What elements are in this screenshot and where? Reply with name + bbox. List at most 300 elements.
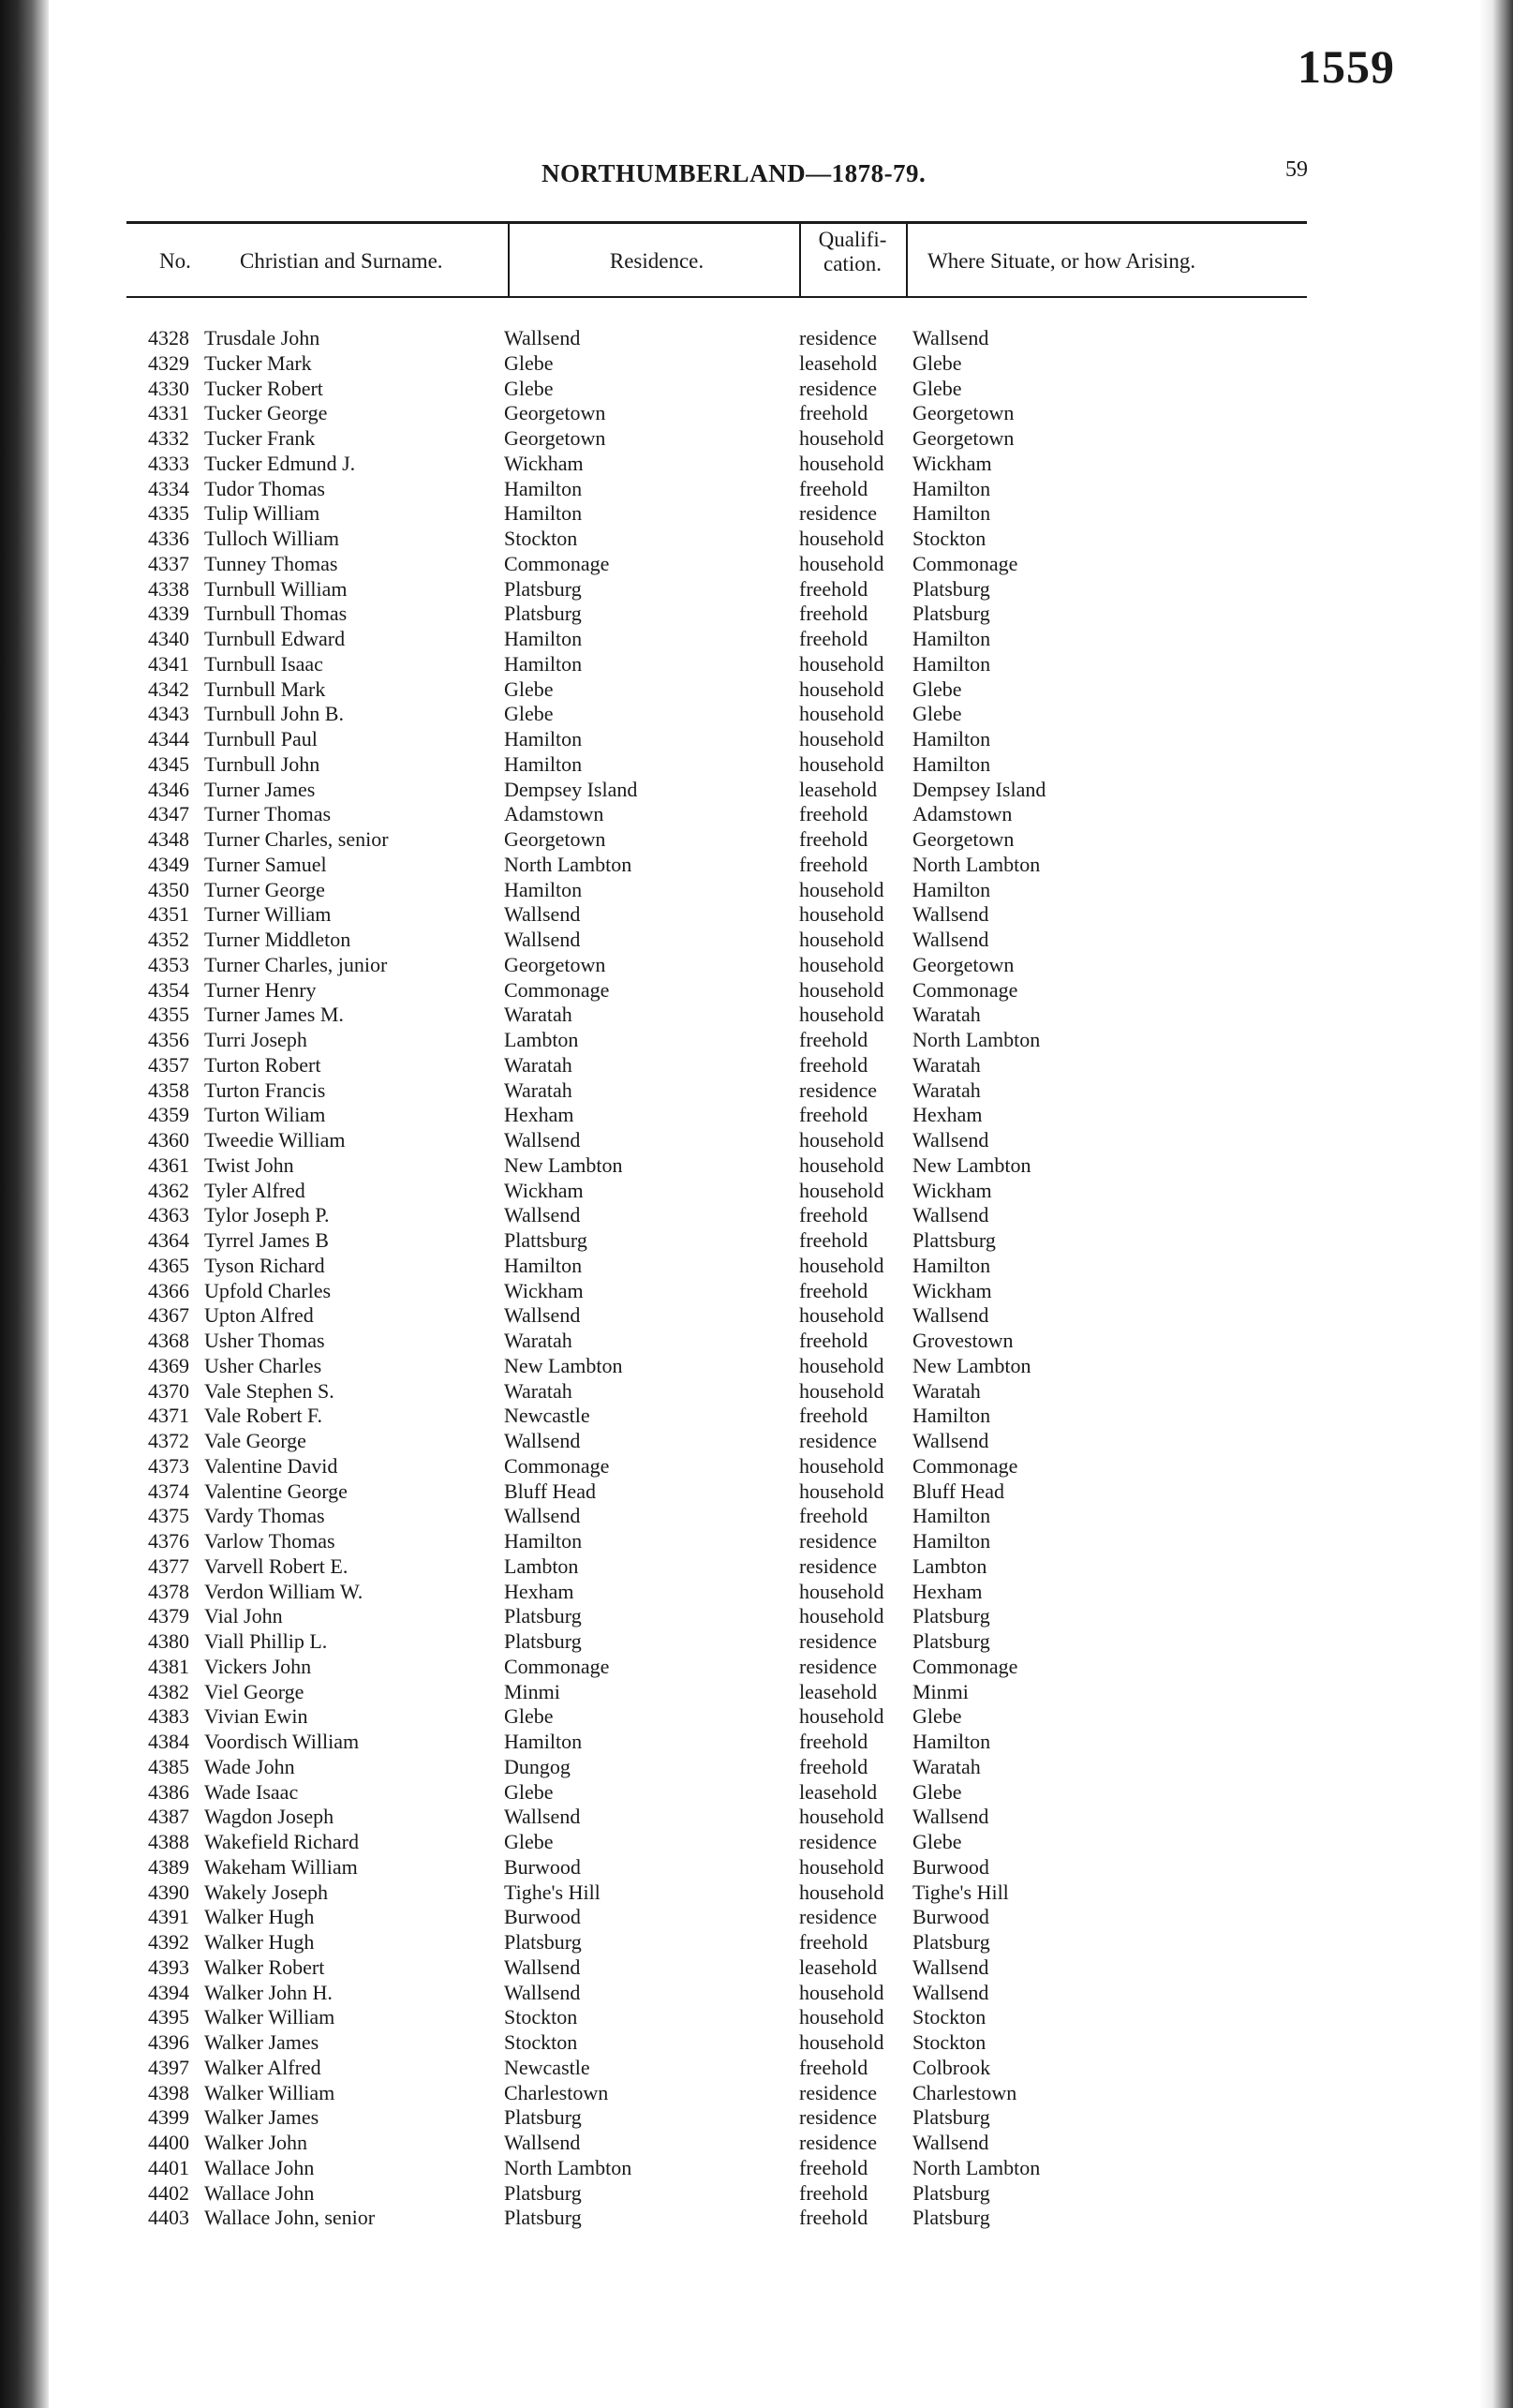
qualification-cell: household (799, 1880, 884, 1904)
table-row (0, 1103, 1513, 1128)
elector-name: Turton Robert (204, 1052, 321, 1077)
elector-name: Tulloch William (204, 527, 339, 550)
table-row (0, 1254, 1513, 1279)
entry-number: 4366 (148, 1278, 189, 1302)
elector-name: Wallace John (204, 2180, 315, 2205)
residence-cell: Wallsend (504, 1303, 581, 1328)
table-row (0, 1429, 1513, 1454)
residence-cell: Hexham (504, 1103, 574, 1127)
residence-cell: Tighe's Hill (504, 1880, 601, 1904)
table-row (0, 326, 1513, 351)
entry-number: 4390 (148, 1880, 189, 1904)
residence-cell: Dempsey Island (504, 777, 638, 801)
table-row (0, 1704, 1513, 1730)
residence-cell: Wickham (504, 1278, 584, 1302)
qualification-cell: freehold (799, 1730, 868, 1753)
residence-cell: Platsburg (504, 2206, 582, 2230)
table-row (0, 1529, 1513, 1554)
table-row (0, 1604, 1513, 1629)
qualification-cell: leasehold (799, 1955, 878, 1979)
where-situate-cell: Platsburg (912, 2180, 990, 2205)
elector-name: Vivian Ewin (204, 1704, 308, 1729)
elector-name: Usher Thomas (204, 1329, 325, 1352)
where-situate-cell: Glebe (912, 1704, 962, 1729)
residence-cell: Glebe (504, 702, 554, 726)
qualification-cell: household (799, 1805, 884, 1829)
entry-number: 4352 (148, 928, 189, 951)
qualification-cell: residence (799, 326, 878, 349)
table-row (0, 1955, 1513, 1981)
entry-number: 4345 (148, 751, 189, 776)
qualification-cell: freehold (799, 476, 868, 500)
qualification-cell: residence (799, 1529, 878, 1553)
where-situate-cell: Platsburg (912, 1629, 990, 1653)
entry-number: 4349 (148, 852, 189, 876)
table-row (0, 1203, 1513, 1228)
elector-name: Tyson Richard (204, 1253, 325, 1277)
where-situate-cell: New Lambton (912, 1353, 1031, 1377)
table-row (0, 426, 1513, 452)
entry-number: 4362 (148, 1178, 189, 1202)
entry-number: 4393 (148, 1955, 189, 1979)
where-situate-cell: Wallsend (912, 1303, 989, 1328)
where-situate-cell: Burwood (912, 1854, 989, 1879)
residence-cell: Commonage (504, 1453, 610, 1478)
residence-cell: Hamilton (504, 1730, 583, 1753)
entry-number: 4339 (148, 602, 189, 626)
table-row (0, 1780, 1513, 1806)
elector-name: Vial John (204, 1604, 283, 1628)
table-row (0, 1655, 1513, 1680)
table-row (0, 377, 1513, 402)
table-row (0, 2005, 1513, 2030)
where-situate-cell: Georgetown (912, 952, 1015, 976)
elector-name: Walker John H. (204, 1980, 333, 2004)
qualification-cell: household (799, 2030, 884, 2054)
residence-cell: Hamilton (504, 651, 583, 676)
where-situate-cell: Georgetown (912, 827, 1015, 851)
residence-cell: Hamilton (504, 1529, 583, 1553)
elector-name: Trusdale John (204, 326, 320, 349)
qualification-cell: freehold (799, 1504, 868, 1528)
entry-number: 4386 (148, 1779, 189, 1804)
qualification-cell: household (799, 877, 884, 901)
residence-cell: Newcastle (504, 1404, 590, 1428)
qualification-cell: freehold (799, 1404, 868, 1428)
residence-cell: Burwood (504, 1905, 581, 1929)
elector-name: Vale George (204, 1429, 306, 1452)
table-row (0, 351, 1513, 377)
residence-cell: Glebe (504, 1779, 554, 1804)
residence-cell: Hamilton (504, 877, 583, 901)
qualification-cell: freehold (799, 1278, 868, 1302)
where-situate-cell: Tighe's Hill (912, 1880, 1009, 1904)
where-situate-cell: Wallsend (912, 1980, 989, 2004)
where-situate-cell: Waratah (912, 1754, 981, 1778)
elector-name: Wakefield Richard (204, 1830, 359, 1853)
residence-cell: Georgetown (504, 426, 606, 450)
residence-cell: Waratah (504, 1052, 572, 1077)
entry-number: 4363 (148, 1203, 189, 1227)
elector-name: Turnbull Thomas (204, 602, 348, 626)
elector-name: Walker William (204, 2005, 335, 2029)
elector-name: Tyler Alfred (204, 1178, 305, 1202)
table-row (0, 1003, 1513, 1028)
table-row (0, 577, 1513, 602)
table-row (0, 878, 1513, 903)
table-row (0, 953, 1513, 978)
table-row (0, 1755, 1513, 1780)
residence-cell: Adamstown (504, 802, 604, 826)
where-situate-cell: Platsburg (912, 576, 990, 601)
residence-cell: Hamilton (504, 501, 583, 526)
qualification-cell: household (799, 1579, 884, 1603)
elector-name: Turner Henry (204, 977, 317, 1002)
where-situate-cell: Glebe (912, 350, 962, 375)
entry-number: 4395 (148, 2005, 189, 2029)
residence-cell: Wallsend (504, 1980, 581, 2004)
residence-cell: Wallsend (504, 928, 581, 951)
qualification-cell: household (799, 1353, 884, 1377)
column-header-qualification: Qualifi- cation. (818, 228, 887, 275)
elector-name: Turner Charles, senior (204, 827, 389, 851)
qualification-cell: freehold (799, 2180, 868, 2205)
entry-number: 4337 (148, 551, 189, 575)
elector-name: Turner James (204, 777, 316, 801)
qualification-cell: household (799, 902, 884, 927)
entry-number: 4369 (148, 1353, 189, 1377)
elector-name: Walker Hugh (204, 1930, 315, 1954)
residence-cell: Wallsend (504, 2131, 581, 2154)
entry-number: 4370 (148, 1378, 189, 1403)
entry-number: 4328 (148, 326, 189, 349)
qualification-cell: household (799, 676, 884, 701)
where-situate-cell: Glebe (912, 1830, 962, 1853)
where-situate-cell: North Lambton (912, 2155, 1041, 2179)
entry-number: 4389 (148, 1854, 189, 1879)
qualification-cell: freehold (799, 2155, 868, 2179)
where-situate-cell: Wallsend (912, 1203, 989, 1227)
entry-number: 4388 (148, 1830, 189, 1853)
residence-cell: New Lambton (504, 1353, 623, 1377)
where-situate-cell: Platsburg (912, 602, 990, 626)
residence-cell: Wallsend (504, 326, 581, 349)
table-row (0, 752, 1513, 778)
elector-name: Upton Alfred (204, 1303, 314, 1328)
where-situate-cell: Commonage (912, 1453, 1018, 1478)
elector-name: Tucker Frank (204, 426, 316, 450)
residence-cell: Wallsend (504, 1203, 581, 1227)
elector-name: Turri Joseph (204, 1028, 307, 1051)
entry-number: 4382 (148, 1679, 189, 1703)
qualification-cell: freehold (799, 802, 868, 826)
table-row (0, 1303, 1513, 1329)
qualification-cell: residence (799, 1429, 878, 1452)
residence-cell: Charlestown (504, 2080, 609, 2104)
entry-number: 4365 (148, 1253, 189, 1277)
elector-name: Tucker Robert (204, 376, 323, 400)
elector-name: Turner William (204, 902, 332, 927)
elector-name: Wade John (204, 1754, 295, 1778)
qualification-cell: freehold (799, 401, 868, 425)
entry-number: 4344 (148, 727, 189, 751)
qualification-cell: freehold (799, 1930, 868, 1954)
entry-number: 4402 (148, 2180, 189, 2205)
where-situate-cell: Commonage (912, 551, 1018, 575)
table-row (0, 978, 1513, 1003)
table-row (0, 1379, 1513, 1405)
entry-number: 4373 (148, 1453, 189, 1478)
elector-name: Varlow Thomas (204, 1529, 335, 1553)
qualification-cell: residence (799, 1553, 878, 1578)
residence-cell: Glebe (504, 1704, 554, 1729)
qualification-cell: freehold (799, 2206, 868, 2230)
residence-cell: Platsburg (504, 2180, 582, 2205)
where-situate-cell: Hamilton (912, 877, 991, 901)
table-row (0, 1228, 1513, 1254)
column-header-residence: Residence. (609, 249, 705, 273)
elector-name: Tyrrel James B (204, 1228, 329, 1252)
qualification-cell: household (799, 1604, 884, 1628)
residence-cell: Commonage (504, 551, 610, 575)
column-header-no: No. (159, 249, 191, 273)
qualification-cell: household (799, 651, 884, 676)
qualification-cell: leasehold (799, 350, 878, 375)
entry-number: 4354 (148, 977, 189, 1002)
entry-number: 4338 (148, 576, 189, 601)
elector-name: Valentine George (204, 1479, 348, 1503)
qualification-cell: household (799, 1378, 884, 1403)
entry-number: 4383 (148, 1704, 189, 1729)
table-row (0, 1179, 1513, 1204)
entry-number: 4330 (148, 376, 189, 400)
where-situate-cell: Stockton (912, 2030, 986, 2054)
entry-number: 4351 (148, 902, 189, 927)
entry-number: 4356 (148, 1028, 189, 1051)
qualification-cell: household (799, 1152, 884, 1177)
where-situate-cell: Hamilton (912, 727, 991, 751)
qualification-cell: leasehold (799, 1679, 878, 1703)
table-row (0, 1504, 1513, 1529)
entry-number: 4360 (148, 1128, 189, 1152)
where-situate-cell: Hamilton (912, 501, 991, 526)
elector-name: Turner Thomas (204, 802, 332, 826)
residence-cell: Wallsend (504, 1128, 581, 1152)
where-situate-cell: Georgetown (912, 401, 1015, 425)
where-situate-cell: Lambton (912, 1553, 987, 1578)
table-row (0, 1128, 1513, 1153)
elector-name: Voordisch William (204, 1730, 360, 1753)
entry-number: 4333 (148, 451, 189, 475)
entry-number: 4372 (148, 1429, 189, 1452)
entry-number: 4403 (148, 2206, 189, 2230)
where-situate-cell: Wallsend (912, 1429, 989, 1452)
where-situate-cell: Hamilton (912, 627, 991, 650)
residence-cell: Stockton (504, 2005, 578, 2029)
qualification-cell: freehold (799, 827, 868, 851)
where-situate-cell: Wickham (912, 1278, 992, 1302)
entry-number: 4392 (148, 1930, 189, 1954)
qualification-cell: household (799, 527, 884, 550)
table-row (0, 727, 1513, 752)
residence-cell: Platsburg (504, 576, 582, 601)
elector-name: Tylor Joseph P. (204, 1203, 330, 1227)
entry-number: 4394 (148, 1980, 189, 2004)
elector-name: Turton Francis (204, 1078, 326, 1102)
table-row (0, 1354, 1513, 1379)
table-row (0, 1554, 1513, 1580)
table-row (0, 1830, 1513, 1855)
where-situate-cell: Wallsend (912, 1128, 989, 1152)
residence-cell: Waratah (504, 1078, 572, 1102)
residence-cell: Georgetown (504, 401, 606, 425)
elector-list (0, 326, 1513, 2231)
entry-number: 4332 (148, 426, 189, 450)
where-situate-cell: Adamstown (912, 802, 1013, 826)
residence-cell: Platsburg (504, 1604, 582, 1628)
residence-cell: Hamilton (504, 627, 583, 650)
qualification-cell: household (799, 1178, 884, 1202)
residence-cell: Burwood (504, 1854, 581, 1879)
residence-cell: Glebe (504, 376, 554, 400)
qualification-cell: household (799, 928, 884, 951)
where-situate-cell: Hamilton (912, 476, 991, 500)
entry-number: 4371 (148, 1404, 189, 1428)
table-row (0, 2156, 1513, 2181)
table-row (0, 652, 1513, 677)
elector-name: Vardy Thomas (204, 1504, 325, 1528)
where-situate-cell: Wickham (912, 1178, 992, 1202)
entry-number: 4355 (148, 1003, 189, 1027)
table-row (0, 827, 1513, 853)
elector-name: Turnbull John B. (204, 702, 344, 726)
table-row (0, 627, 1513, 652)
qualification-cell: freehold (799, 1228, 868, 1252)
elector-name: Varvell Robert E. (204, 1553, 349, 1578)
table-row (0, 702, 1513, 727)
where-situate-cell: Glebe (912, 376, 962, 400)
where-situate-cell: Platsburg (912, 1930, 990, 1954)
where-situate-cell: Waratah (912, 1003, 981, 1027)
elector-name: Turnbull Edward (204, 627, 346, 650)
elector-name: Vickers John (204, 1654, 312, 1678)
entry-number: 4391 (148, 1905, 189, 1929)
residence-cell: Newcastle (504, 2055, 590, 2079)
qualification-cell: household (799, 977, 884, 1002)
header-bottom-rule (126, 296, 1307, 298)
qualification-cell: household (799, 1854, 884, 1879)
entry-number: 4385 (148, 1754, 189, 1778)
residence-cell: North Lambton (504, 2155, 632, 2179)
residence-cell: Wallsend (504, 1504, 581, 1528)
where-situate-cell: Stockton (912, 2005, 986, 2029)
entry-number: 4359 (148, 1103, 189, 1127)
residence-cell: Waratah (504, 1003, 572, 1027)
entry-number: 4397 (148, 2055, 189, 2079)
entry-number: 4364 (148, 1228, 189, 1252)
elector-name: Tweedie William (204, 1128, 346, 1152)
page-number: 1559 (1298, 40, 1395, 93)
table-row (0, 677, 1513, 703)
where-situate-cell: Colbrook (912, 2055, 991, 2079)
residence-cell: Lambton (504, 1553, 579, 1578)
where-situate-cell: Burwood (912, 1905, 989, 1929)
elector-name: Walker Robert (204, 1955, 325, 1979)
elector-name: Turnbull Mark (204, 676, 326, 701)
table-row (0, 2131, 1513, 2156)
elector-name: Wakeham William (204, 1854, 358, 1879)
elector-name: Wallace John, senior (204, 2206, 376, 2230)
table-row (0, 501, 1513, 527)
elector-name: Valentine David (204, 1453, 338, 1478)
where-situate-cell: Commonage (912, 977, 1018, 1002)
elector-name: Tudor Thomas (204, 476, 325, 500)
where-situate-cell: Wallsend (912, 928, 989, 951)
entry-number: 4336 (148, 527, 189, 550)
where-situate-cell: Waratah (912, 1078, 981, 1102)
qualification-cell: residence (799, 376, 878, 400)
qualification-cell: freehold (799, 1052, 868, 1077)
residence-cell: Stockton (504, 2030, 578, 2054)
qualification-cell: freehold (799, 2055, 868, 2079)
table-row (0, 1580, 1513, 1605)
where-situate-cell: Hamilton (912, 751, 991, 776)
qualification-cell: household (799, 1453, 884, 1478)
table-row (0, 1880, 1513, 1906)
elector-name: Vale Robert F. (204, 1404, 322, 1428)
qualification-cell: household (799, 702, 884, 726)
folio-number: 59 (1285, 157, 1308, 182)
elector-name: Tucker Edmund J. (204, 451, 356, 475)
entry-number: 4346 (148, 777, 189, 801)
header-top-rule (126, 221, 1307, 224)
entry-number: 4348 (148, 827, 189, 851)
table-row (0, 2081, 1513, 2106)
elector-name: Tucker Mark (204, 350, 312, 375)
table-row (0, 1680, 1513, 1705)
qualification-cell: household (799, 426, 884, 450)
residence-cell: Commonage (504, 977, 610, 1002)
where-situate-cell: Bluff Head (912, 1479, 1004, 1503)
qualification-cell: freehold (799, 1103, 868, 1127)
elector-name: Viel George (204, 1679, 304, 1703)
qualification-cell: freehold (799, 1028, 868, 1051)
table-row (0, 1329, 1513, 1354)
residence-cell: Wickham (504, 1178, 584, 1202)
qualification-cell: household (799, 1003, 884, 1027)
residence-cell: North Lambton (504, 852, 632, 876)
entry-number: 4374 (148, 1479, 189, 1503)
elector-name: Turton Wiliam (204, 1103, 326, 1127)
entry-number: 4376 (148, 1529, 189, 1553)
residence-cell: Bluff Head (504, 1479, 596, 1503)
elector-name: Turner Middleton (204, 928, 351, 951)
residence-cell: Waratah (504, 1329, 572, 1352)
entry-number: 4342 (148, 676, 189, 701)
qualification-cell: freehold (799, 576, 868, 601)
elector-name: Walker James (204, 2105, 319, 2130)
entry-number: 4340 (148, 627, 189, 650)
where-situate-cell: Wallsend (912, 1955, 989, 1979)
table-row (0, 853, 1513, 878)
residence-cell: Platsburg (504, 602, 582, 626)
entry-number: 4398 (148, 2080, 189, 2104)
table-row (0, 1479, 1513, 1505)
where-situate-cell: Wallsend (912, 326, 989, 349)
entry-number: 4399 (148, 2105, 189, 2130)
entry-number: 4375 (148, 1504, 189, 1528)
qualification-cell: household (799, 1704, 884, 1729)
